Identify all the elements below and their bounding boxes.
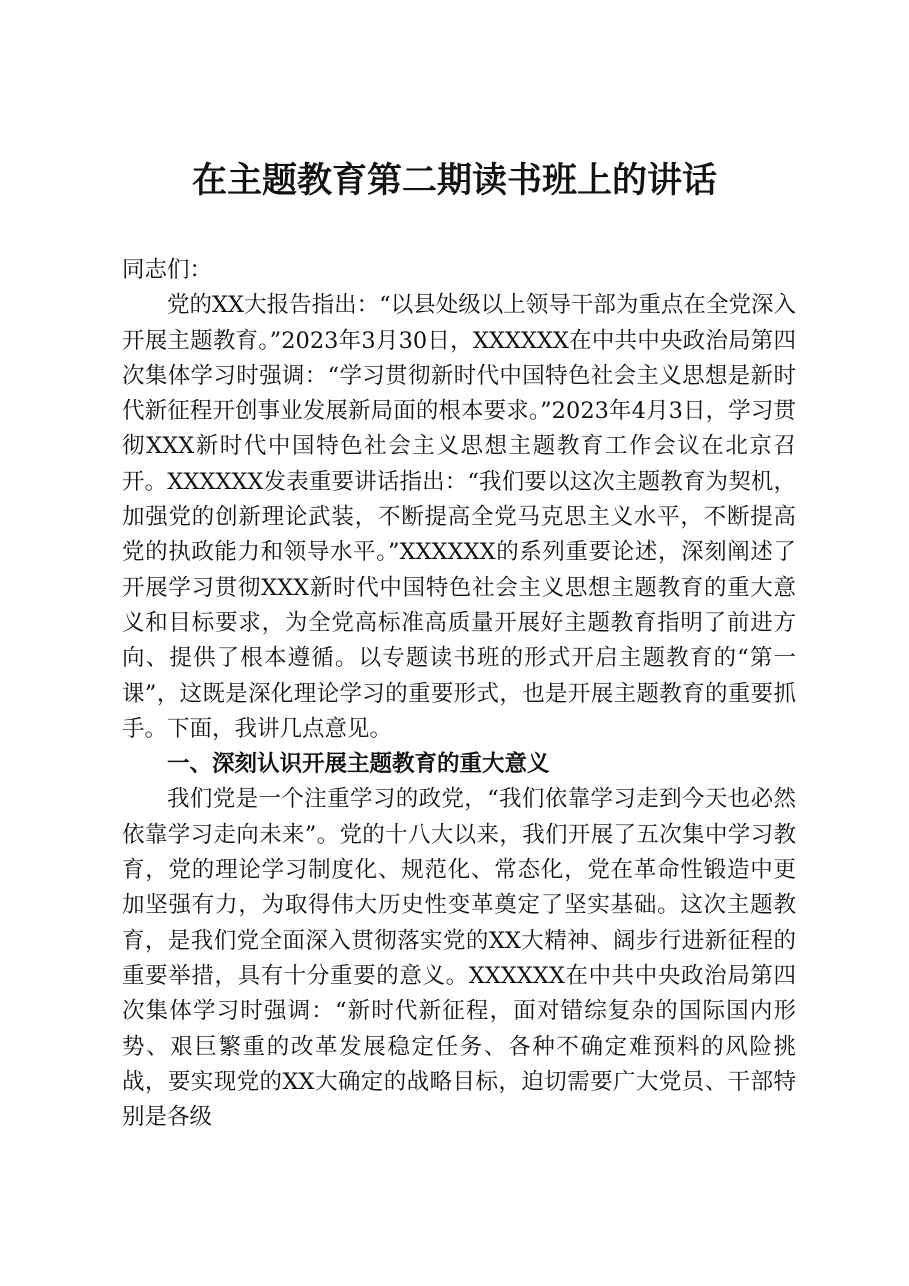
section-paragraph: 我们党是一个注重学习的政党，“我们依靠学习走到今天也必然依靠学习走向未来”。党的十八大以来，我们开展了五次集中学习教育，党的理论学习制度化、规范化、常态化，党在革命性锻造中更加坚强有力，为取得伟大历史性变革奠定了坚实基础。这次主题教育，是我们党全面深入贯彻落实党的XX大精神、阔步行进新征程的重要举措，具有十分重要的意义。XXXXXX在中共中央政治局第四次集体学习时强调：“新时代新征程，面对错综复杂的国际国内形势、艰巨繁重的改革发展稳定任务、各种不确定难预料的风险挑战，要实现党的XX大确定的战略目标，迫切需要广大党员、干部特别是各级 xyxy=(122,786,796,1131)
body-paragraph: 党的XX大报告指出：“以县处级以上领导干部为重点在全党深入开展主题教育。”2023年3月30日，XXXXXX在中共中央政治局第四次集体学习时强调：“学习贯彻新时代中国特色社会主义思想是新时代新征程开创事业发展新局面的根本要求。”2023年4月3日，学习贯彻XXX新时代中国特色社会主义思想主题教育工作会议在北京召开。XXXXXX发表重要讲话指出：“我们要以这次主题教育为契机，加强党的创新理论武装，不断提高全党马克思主义水平，不断提高党的执政能力和领导水平。”XXXXXX的系列重要论述，深刻阐述了开展学习贯彻XXX新时代中国特色社会主义思想主题教育的重大意义和目标要求，为全党高标准高质量开展好主题教育指明了前进方向、提供了根本遵循。以专题读书班的形式开启主题教育的“第一课”，这既是深化理论学习的重要形式，也是开展主题教育的重要抓手。下面，我讲几点意见。 xyxy=(122,292,796,742)
section-heading: 一、深刻认识开展主题教育的重大意义 xyxy=(167,751,550,778)
salutation: 同志们： xyxy=(122,257,213,283)
document-body xyxy=(122,253,796,1135)
document-title: 在主题教育第二期读书班上的讲话 xyxy=(191,160,717,201)
